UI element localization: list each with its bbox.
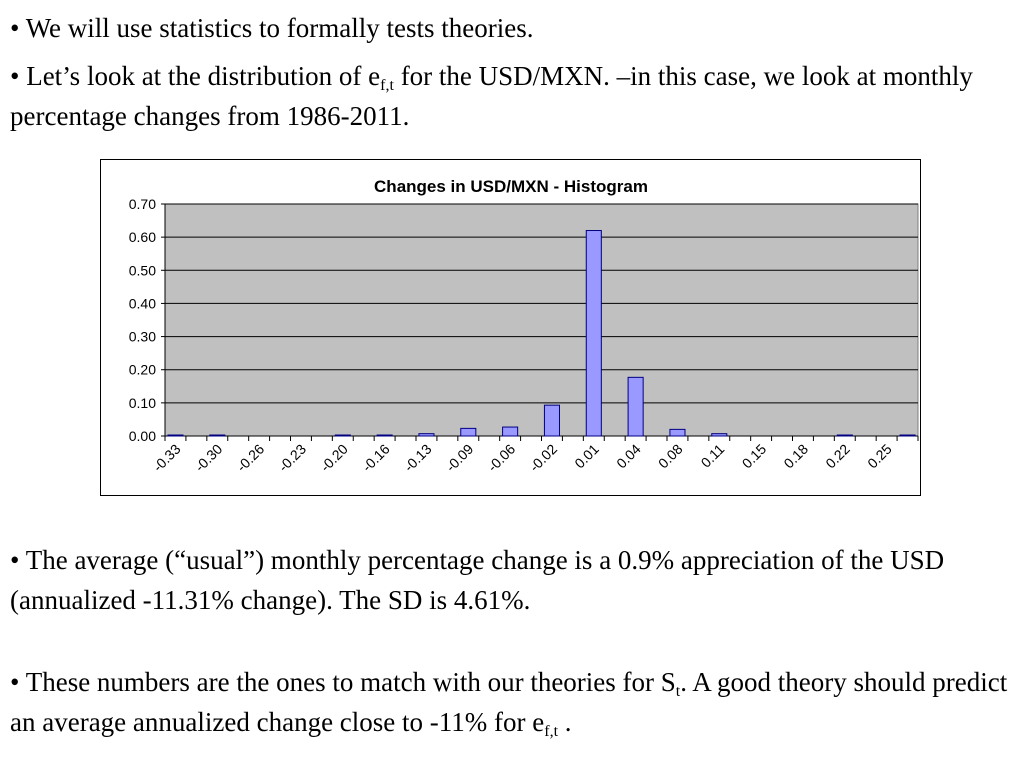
histogram-bar <box>544 405 559 436</box>
bullet-2-text-end: for the USD/MXN. –in this case, we look at monthly percentage changes from 1986-2011. <box>10 61 973 131</box>
x-tick-label: -0.13 <box>400 440 435 475</box>
bullet-paragraph-3 <box>10 540 1010 620</box>
x-tick-label: 0.25 <box>864 440 895 472</box>
bullet-paragraph-4 <box>10 662 1010 742</box>
histogram-chart <box>100 159 921 496</box>
subscript-ft: f,t <box>380 77 394 94</box>
x-tick-label: 0.22 <box>822 440 853 472</box>
x-tick-label: -0.23 <box>275 440 310 475</box>
histogram-bar <box>377 435 392 436</box>
y-tick-label: 0.10 <box>128 394 156 411</box>
x-tick-label: -0.09 <box>442 440 477 475</box>
histogram-bar <box>712 434 727 436</box>
y-tick-label: 0.00 <box>128 428 156 444</box>
histogram-bar <box>168 435 183 436</box>
x-tick-label: 0.08 <box>654 440 686 472</box>
x-tick-label: -0.30 <box>191 440 226 475</box>
y-tick-label: 0.30 <box>128 328 156 345</box>
bullet-4-text-middle: . A good theory should predict an average annualized change close to -11% for e <box>10 667 1008 737</box>
subscript-ft: f,t <box>544 723 559 740</box>
bullet-4-text-end: . <box>558 707 572 737</box>
x-tick-label: 0.18 <box>780 440 812 472</box>
bullet-paragraph-2 <box>10 56 1010 136</box>
x-tick-label: -0.33 <box>149 440 184 475</box>
histogram-bar <box>900 435 915 436</box>
histogram-bar <box>628 377 643 436</box>
x-tick-label: 0.15 <box>738 440 770 472</box>
y-tick-label: 0.40 <box>128 295 156 312</box>
y-tick-label: 0.70 <box>128 196 156 212</box>
bullet-paragraph-1 <box>10 8 1010 48</box>
bullet-3-text: • The average (“usual”) monthly percentage change is a 0.9% appreciation of the USD (annualized -11.31% change). The SD is 4.61%. <box>10 545 945 615</box>
x-tick-label: -0.20 <box>317 440 351 475</box>
histogram-svg <box>101 160 922 497</box>
x-tick-label: -0.26 <box>233 440 268 475</box>
bullet-2-text-start: • Let’s look at the distribution of e <box>10 61 381 91</box>
x-tick-label: -0.06 <box>484 440 519 475</box>
y-tick-label: 0.50 <box>128 262 156 279</box>
histogram-bar <box>419 434 434 436</box>
subscript-t: t <box>675 683 681 700</box>
y-tick-label: 0.20 <box>128 361 156 378</box>
plot-area <box>165 204 918 436</box>
x-tick-label: 0.04 <box>613 440 644 472</box>
bullet-4-text-start: • These numbers are the ones to match with our theories for S <box>10 667 676 697</box>
x-tick-label: -0.16 <box>358 440 393 475</box>
x-tick-label: 0.01 <box>571 440 602 472</box>
y-tick-label: 0.60 <box>128 229 156 246</box>
x-tick-label: -0.02 <box>526 440 561 475</box>
histogram-bar <box>837 435 852 436</box>
chart-title: Changes in USD/MXN - Histogram <box>374 177 648 196</box>
histogram-bar <box>586 231 601 436</box>
bullet-1-text: • We will use statistics to formally tests theories. <box>10 13 534 43</box>
histogram-bar <box>210 435 225 436</box>
histogram-bar <box>670 429 685 436</box>
histogram-bar <box>461 428 476 436</box>
x-tick-label: 0.11 <box>697 440 728 471</box>
histogram-bar <box>335 435 350 436</box>
histogram-bar <box>503 427 518 436</box>
